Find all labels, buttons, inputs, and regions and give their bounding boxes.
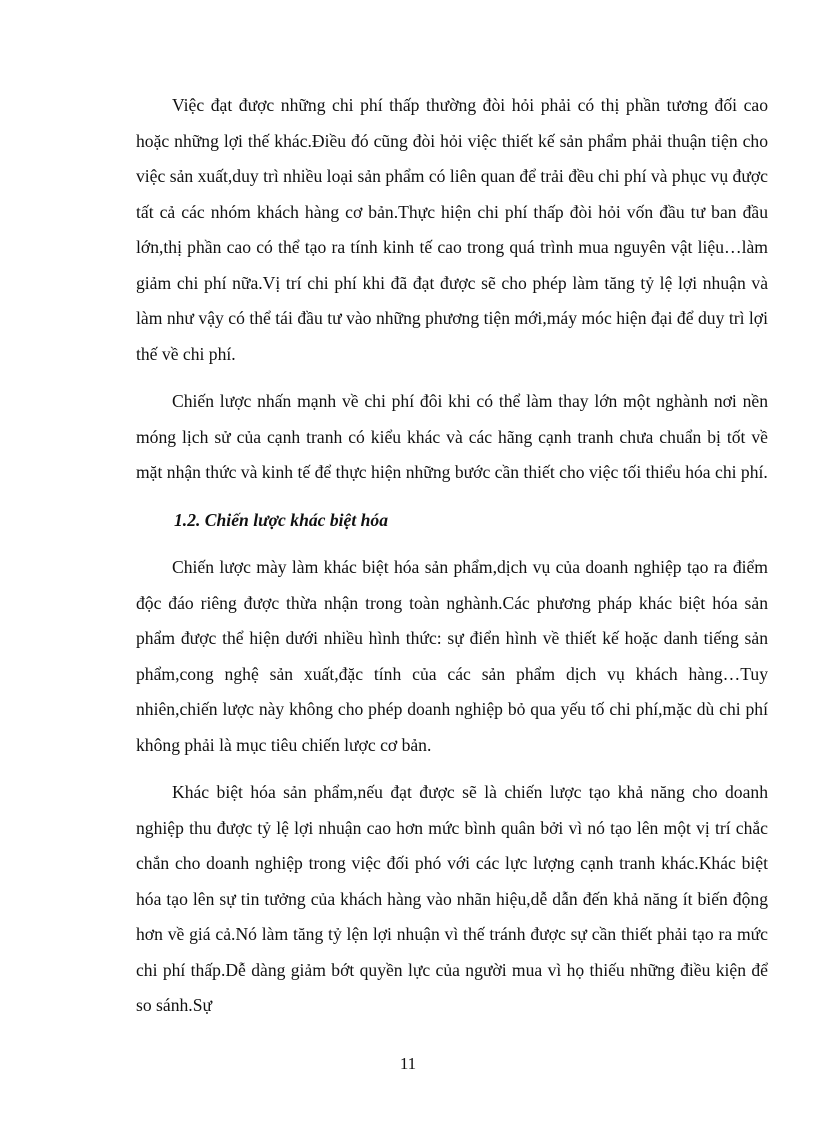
paragraph-cost-emphasis: Chiến lược nhấn mạnh về chi phí đôi khi có thể làm thay lớn một nghành nơi nền móng lịch sử của cạnh tranh có kiểu khác và các hãng cạnh tranh chưa chuẩn bị tốt về mặt nhận thức và kinh tế để thực hiện những bước cần thiết cho việc tối thiểu hóa chi phí.	[136, 391, 768, 482]
page-number: 11	[399, 1054, 417, 1073]
paragraph-differentiation-benefits: Khác biệt hóa sản phẩm,nếu đạt được sẽ là chiến lược tạo khả năng cho doanh nghiệp thu được tỷ lệ lợi nhuận cao hơn mức bình quân bởi vì nó tạo lên một vị trí chắc chắn cho doanh nghiệp trong việc đối phó với các lực lượng cạnh tranh khác.Khác biệt hóa tạo lên sự tin tưởng của khách hàng vào nhãn hiệu,dễ dẫn đến khả năng ít biến động hơn về giá cả.Nó làm tăng tỷ lện lợi nhuận vì thế tránh được sự cần thiết phải tạo ra mức chi phí thấp.Dễ dàng giảm bớt quyền lực của người mua vì họ thiếu những điều kiện để so sánh.Sự	[136, 782, 768, 1015]
page-body	[136, 88, 768, 1024]
section-heading: 1.2. Chiến lược khác biệt hóa	[174, 509, 389, 530]
paragraph-differentiation-strategy: Chiến lược mày làm khác biệt hóa sản phẩm,dịch vụ của doanh nghiệp tạo ra điểm độc đáo riêng được thừa nhận trong toàn nghành.Các phương pháp khác biệt hóa sản phẩm được thể hiện dưới nhiều hình thức: sự điển hình về thiết kế hoặc danh tiếng sản phẩm,cong nghệ sản xuất,đặc tính của các sản phẩm dịch vụ khách hàng…Tuy nhiên,chiến lược này không cho phép doanh nghiệp bỏ qua yếu tố chi phí,mặc dù chi phí không phải là mục tiêu chiến lược cơ bản.	[136, 557, 768, 755]
paragraph-low-cost-requirements: Việc đạt được những chi phí thấp thường đòi hỏi phải có thị phần tương đối cao hoặc những lợi thế khác.Điều đó cũng đòi hỏi việc thiết kế sản phẩm phải thuận tiện cho việc sản xuất,duy trì nhiều loại sản phẩm có liên quan để trải đều chi phí và phục vụ được tất cả các nhóm khách hàng cơ bản.Thực hiện chi phí thấp đòi hỏi vốn đầu tư ban đầu lớn,thị phần cao có thể tạo ra tính kinh tế cao trong quá trình mua nguyên vật liệu…làm giảm chi phí nữa.Vị trí chi phí khi đã đạt được sẽ cho phép làm tăng tỷ lệ lợi nhuận và làm như vậy có thể tái đầu tư vào những phương tiện mới,máy móc hiện đại để duy trì lợi thế về chi phí.	[136, 95, 768, 364]
